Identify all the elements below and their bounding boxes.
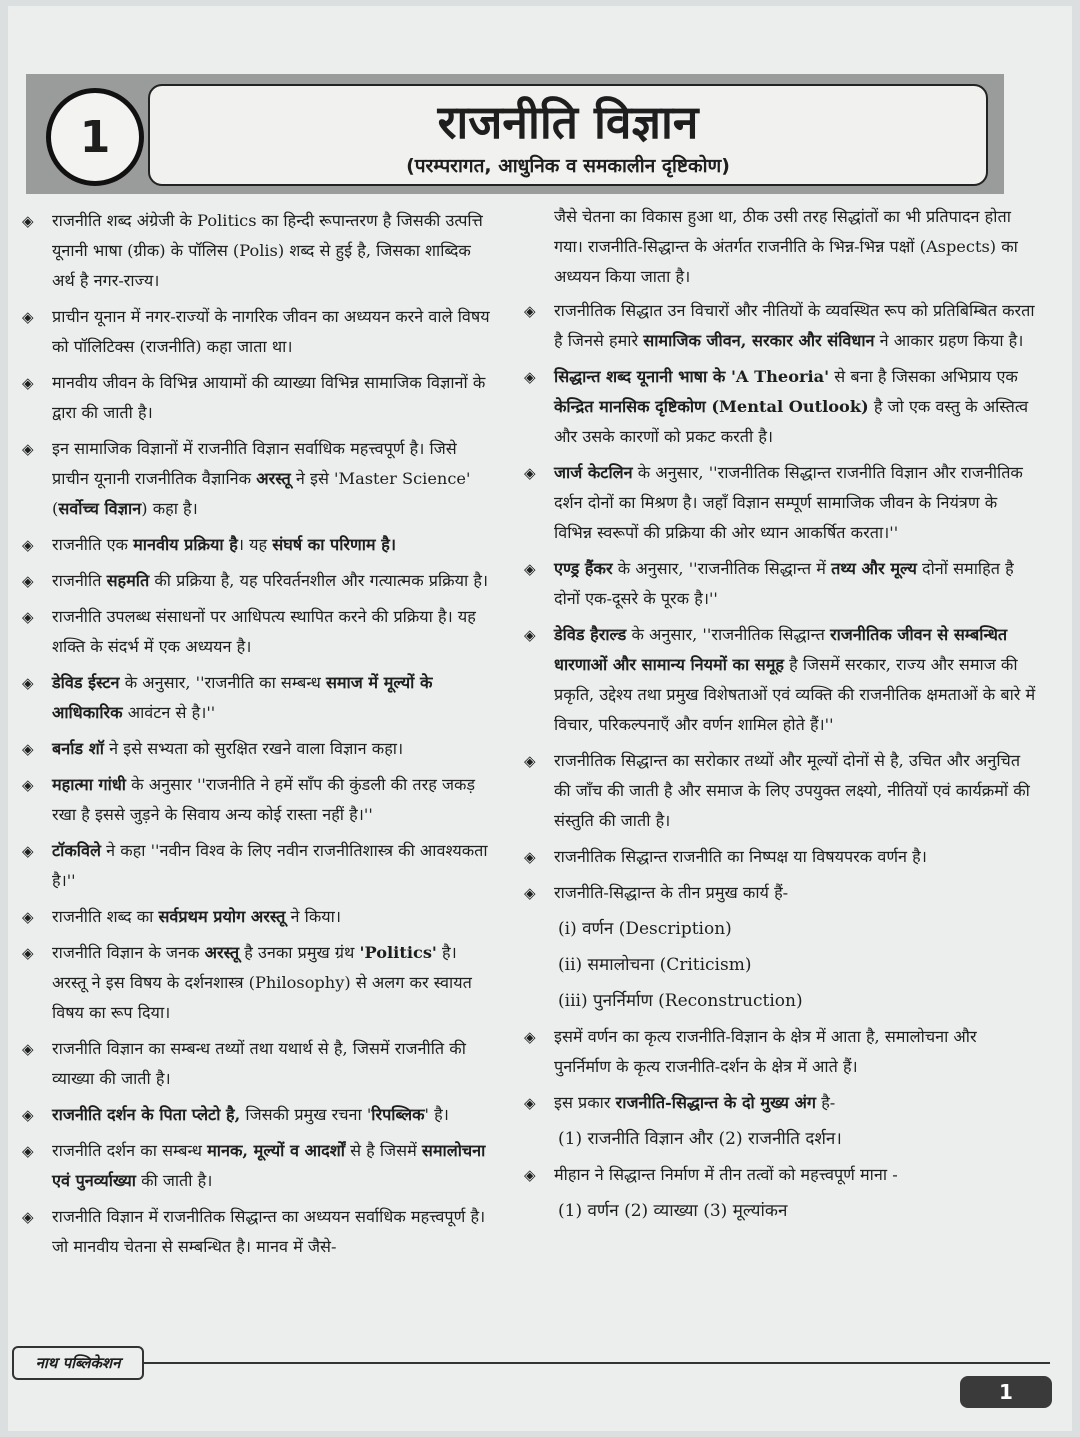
text-run: राजनीति विज्ञान में राजनीतिक सिद्धान्त का अध्ययन सर्वाधिक महत्त्वपूर्ण है। जो मानवीय चेतना से सम्बन्धित है। मानव में जैसे- bbox=[52, 1207, 486, 1256]
bullet-item bbox=[520, 296, 1038, 356]
bullet-item bbox=[18, 368, 494, 428]
page-number: 1 bbox=[960, 1376, 1052, 1408]
text-run: राजनीति एक bbox=[52, 535, 134, 554]
bold-text-run: समालोचना एवं पुनर्व्याख्या bbox=[52, 1141, 486, 1190]
bullet-text bbox=[52, 668, 494, 728]
bold-text-run: जार्ज केटलिन bbox=[554, 463, 633, 482]
diamond-bullet-icon: ◈ bbox=[524, 848, 536, 866]
chapter-subtitle: (परम्परागत, आधुनिक व समकालीन दृष्टिकोण) bbox=[406, 155, 730, 177]
text-run: राजनीति bbox=[52, 571, 107, 590]
bold-text-run: 'Politics' bbox=[359, 943, 437, 962]
bold-text-run: रिपब्लिक bbox=[371, 1105, 425, 1124]
text-run: राजनीति विज्ञान का सम्बन्ध तथ्यों तथा यथार्थ से है, जिसमें राजनीति की व्याख्या की जाती है। bbox=[52, 1039, 466, 1088]
bullet-text bbox=[554, 554, 1038, 614]
right-column bbox=[520, 202, 1038, 1232]
bullet-item bbox=[18, 770, 494, 830]
text-run: से बना है जिसका अभिप्राय एक bbox=[829, 367, 1018, 386]
continued-paragraph: जैसे चेतना का विकास हुआ था, ठीक उसी तरह सिद्धांतों का भी प्रतिपादन होता गया। राजनीति-सिद्धान्त के अंतर्गत राजनीति के भिन्न-भिन्न पक्षों (Aspects) का अध्ययन किया जाता है। bbox=[554, 207, 1018, 286]
text-run: की प्रक्रिया है, यह परिवर्तनशील और गत्यात्मक प्रक्रिया है। bbox=[149, 571, 489, 590]
diamond-bullet-icon: ◈ bbox=[524, 302, 536, 320]
text-run: से है जिसमें bbox=[344, 1141, 422, 1160]
text-run: राजनीति उपलब्ध संसाधनों पर आधिपत्य स्थापित करने की प्रक्रिया है। यह शक्ति के संदर्भ में एक अध्ययन है। bbox=[52, 607, 476, 656]
text-run: है जो एक वस्तु के अस्तित्व और उसके कारणों को प्रकट करती है। bbox=[554, 397, 1029, 446]
text-run: राजनीतिक सिद्धान्त का सरोकार तथ्यों और मूल्यों दोनों से है, उचित और अनुचित की जाँच की जाती है और समाज के लिए उपयुक्त लक्ष्यो, नीतियों एवं कार्यक्रमों की संस्तुति की जाती है। bbox=[554, 751, 1030, 830]
bold-text-run: मानवीय प्रक्रिया है bbox=[133, 535, 238, 554]
bold-text-run: महात्मा गांधी bbox=[52, 775, 126, 794]
bullet-text bbox=[52, 836, 494, 896]
diamond-bullet-icon: ◈ bbox=[22, 308, 34, 326]
diamond-bullet-icon: ◈ bbox=[22, 212, 34, 230]
bold-text-run: सहमति bbox=[106, 571, 150, 590]
bullet-text bbox=[554, 362, 1038, 452]
bold-text-run: डेविड हैराल्ड bbox=[554, 625, 627, 644]
text-run: प्राचीन यूनान में नगर-राज्यों के नागरिक जीवन का अध्ययन करने वाले विषय को पॉलिटिक्स (राजनीति) कहा जाता था। bbox=[52, 307, 490, 356]
bold-text-run: समाज में मूल्यों के आधिकारिक bbox=[52, 673, 433, 722]
diamond-bullet-icon: ◈ bbox=[22, 740, 34, 758]
diamond-bullet-icon: ◈ bbox=[22, 1208, 34, 1226]
diamond-bullet-icon: ◈ bbox=[524, 1094, 536, 1112]
bullet-text bbox=[554, 458, 1038, 548]
bold-text-run: टॉकविले bbox=[52, 841, 101, 860]
diamond-bullet-icon: ◈ bbox=[22, 1142, 34, 1160]
chapter-title: राजनीति विज्ञान bbox=[437, 95, 699, 149]
bullet-item bbox=[520, 362, 1038, 452]
text-run: ने इसे सभ्यता को सुरक्षित रखने वाला विज्ञान कहा। bbox=[103, 739, 404, 758]
bullet-item bbox=[18, 1202, 494, 1262]
bullet-item bbox=[520, 1160, 1038, 1190]
bold-text-run: एण्ड्र हैंकर bbox=[554, 559, 613, 578]
bullet-item bbox=[18, 1034, 494, 1094]
bullet-item bbox=[520, 746, 1038, 836]
bullet-item bbox=[18, 734, 494, 764]
bullet-text bbox=[554, 1160, 1038, 1190]
left-column bbox=[18, 206, 494, 1268]
function-item: (i) वर्णन (Description) bbox=[558, 919, 732, 939]
bullet-text bbox=[52, 1202, 494, 1262]
bullet-text bbox=[52, 1136, 494, 1196]
text-run: ने आकार ग्रहण किया है। bbox=[874, 331, 1024, 350]
text-run: राजनीतिक सिद्धात उन विचारों और नीतियों के व्यवस्थित रूप को प्रतिबिम्बित करता है जिनसे हमारे bbox=[554, 301, 1035, 350]
text-run: । यह bbox=[237, 535, 273, 554]
diamond-bullet-icon: ◈ bbox=[22, 674, 34, 692]
bullet-item bbox=[18, 206, 494, 296]
bullet-text bbox=[554, 878, 1038, 908]
bold-text-run: मानक, मूल्यों व आदर्शों bbox=[207, 1141, 345, 1160]
bold-text-run: तथ्य और मूल्य bbox=[831, 559, 917, 578]
bullet-item bbox=[520, 1088, 1038, 1118]
three-elements-line: (1) वर्णन (2) व्याख्या (3) मूल्यांकन bbox=[558, 1201, 788, 1221]
bullet-text bbox=[52, 206, 494, 296]
bullet-item bbox=[520, 878, 1038, 908]
bullet-item bbox=[520, 458, 1038, 548]
bullet-item bbox=[18, 530, 494, 560]
text-run: है जिसमें सरकार, राज्य और समाज की प्रकृति, उद्देश्य तथा प्रमुख विशेषताओं एवं व्यक्ति की राजनीतिक क्षमताओं के बारे में विचार, परिकल्पनाएँ और वर्णन शामिल होते हैं।'' bbox=[554, 655, 1036, 734]
publisher-label: नाथ पब्लिकेशन bbox=[12, 1346, 144, 1380]
bullet-text bbox=[52, 602, 494, 662]
text-run: ने इसे 'Master Science' ( bbox=[52, 469, 471, 518]
chapter-number-badge: 1 bbox=[46, 88, 144, 186]
bold-text-run: सिद्धान्त शब्द यूनानी भाषा के 'A Theoria' bbox=[554, 367, 830, 386]
bullet-item bbox=[18, 1136, 494, 1196]
bullet-text bbox=[52, 566, 494, 596]
bold-text-run: अरस्तू bbox=[256, 469, 291, 488]
bullet-item bbox=[18, 836, 494, 896]
text-run: के अनुसार, ''राजनीतिक सिद्धान्त bbox=[626, 625, 830, 644]
bullet-text bbox=[52, 938, 494, 1028]
text-run: ने कहा ''नवीन विश्व के लिए नवीन राजनीतिशास्त्र की आवश्यकता है।'' bbox=[52, 841, 488, 890]
right-bullet-list-2 bbox=[520, 1022, 1038, 1118]
bullet-text bbox=[52, 1034, 494, 1094]
footer-rule bbox=[20, 1362, 1050, 1364]
text-run: है- bbox=[816, 1093, 836, 1112]
diamond-bullet-icon: ◈ bbox=[524, 752, 536, 770]
text-run: राजनीति विज्ञान के जनक bbox=[52, 943, 205, 962]
text-run: ने किया। bbox=[285, 907, 341, 926]
text-run: है। अरस्तू ने इस विषय के दर्शनशास्त्र (Philosophy) से अलग कर स्वायत विषय का रूप दिया। bbox=[52, 943, 472, 1022]
bullet-text bbox=[52, 368, 494, 428]
bullet-item bbox=[18, 602, 494, 662]
text-run: ' है। bbox=[424, 1105, 449, 1124]
bold-text-run: संघर्ष का परिणाम है। bbox=[272, 535, 396, 554]
text-run: मानवीय जीवन के विभिन्न आयामों की व्याख्या विभिन्न सामाजिक विज्ञानों के द्वारा की जाती है। bbox=[52, 373, 486, 422]
bullet-item bbox=[18, 668, 494, 728]
text-run: इसमें वर्णन का कृत्य राजनीति-विज्ञान के क्षेत्र में आता है, समालोचना और पुनर्निर्माण के कृत्य राजनीति-दर्शन के क्षेत्र में आते हैं। bbox=[554, 1027, 977, 1076]
text-run: राजनीति-सिद्धान्त के तीन प्रमुख कार्य हैं- bbox=[554, 883, 789, 902]
text-run: राजनीति दर्शन का सम्बन्ध bbox=[52, 1141, 208, 1160]
bullet-text bbox=[52, 902, 494, 932]
diamond-bullet-icon: ◈ bbox=[22, 1106, 34, 1124]
diamond-bullet-icon: ◈ bbox=[22, 1040, 34, 1058]
text-run: इस प्रकार bbox=[554, 1093, 616, 1112]
bullet-text bbox=[554, 746, 1038, 836]
diamond-bullet-icon: ◈ bbox=[22, 536, 34, 554]
bold-text-run: अरस्तू bbox=[204, 943, 240, 962]
diamond-bullet-icon: ◈ bbox=[22, 944, 34, 962]
bullet-item bbox=[18, 566, 494, 596]
bullet-text bbox=[554, 296, 1038, 356]
bullet-item bbox=[18, 302, 494, 362]
bullet-item bbox=[520, 620, 1038, 740]
bullet-text bbox=[554, 1022, 1038, 1082]
bullet-item bbox=[18, 902, 494, 932]
bullet-item bbox=[18, 938, 494, 1028]
right-bullet-list bbox=[520, 296, 1038, 908]
chapter-title-box bbox=[148, 84, 988, 186]
diamond-bullet-icon: ◈ bbox=[524, 1028, 536, 1046]
diamond-bullet-icon: ◈ bbox=[524, 1166, 536, 1184]
diamond-bullet-icon: ◈ bbox=[22, 776, 34, 794]
diamond-bullet-icon: ◈ bbox=[22, 572, 34, 590]
text-run: के अनुसार ''राजनीति ने हमें साँप की कुंडली की तरह जकड़ रखा है इससे जुड़ने के सिवाय अन्य कोई रास्ता नहीं है।'' bbox=[52, 775, 476, 824]
text-run: है उनका प्रमुख ग्रंथ bbox=[239, 943, 360, 962]
diamond-bullet-icon: ◈ bbox=[22, 908, 34, 926]
diamond-bullet-icon: ◈ bbox=[524, 884, 536, 902]
function-item: (iii) पुनर्निर्माण (Reconstruction) bbox=[558, 991, 803, 1011]
right-bullet-list-3 bbox=[520, 1160, 1038, 1190]
bold-text-run: राजनीतिक जीवन से सम्बन्धित धारणाओं और सामान्य नियमों का समूह bbox=[554, 625, 1008, 674]
text-run: जिसकी प्रमुख रचना ' bbox=[240, 1105, 372, 1124]
bold-text-run: केन्द्रित मानसिक दृष्टिकोण (Mental Outlook) bbox=[554, 397, 869, 416]
text-run: के अनुसार, ''राजनीतिक सिद्धान्त राजनीति विज्ञान और राजनीतिक दर्शन दोनों का मिश्रण है। जहाँ विज्ञान सम्पूर्ण सामाजिक जीवन के नियंत्रण के विभिन्न स्वरूपों की प्रक्रिया की ओर ध्यान आकर्षित करता।'' bbox=[554, 463, 1023, 542]
bullet-text bbox=[554, 1088, 1038, 1118]
bold-text-run: सर्वोच्च विज्ञान bbox=[58, 499, 142, 518]
bullet-item bbox=[18, 1100, 494, 1130]
function-item: (ii) समालोचना (Criticism) bbox=[558, 955, 752, 975]
bullet-text bbox=[52, 302, 494, 362]
bullet-text bbox=[52, 734, 494, 764]
text-run: राजनीति शब्द अंग्रेजी के Politics का हिन्दी रूपान्तरण है जिसकी उत्पत्ति यूनानी भाषा (ग्रीक) के पॉलिस (Polis) शब्द से हुई है, जिसका शाब्दिक अर्थ है नगर-राज्य। bbox=[52, 211, 483, 290]
diamond-bullet-icon: ◈ bbox=[524, 560, 536, 578]
text-run: मीहान ने सिद्धान्त निर्माण में तीन तत्वों को महत्त्वपूर्ण माना - bbox=[554, 1165, 898, 1184]
diamond-bullet-icon: ◈ bbox=[524, 626, 536, 644]
text-run: राजनीतिक सिद्धान्त राजनीति का निष्पक्ष या विषयपरक वर्णन है। bbox=[554, 847, 927, 866]
bold-text-run: राजनीति दर्शन के पिता प्लेटो है, bbox=[52, 1105, 241, 1124]
diamond-bullet-icon: ◈ bbox=[22, 440, 34, 458]
text-run: दोनों समाहित है दोनों एक-दूसरे के पूरक है।'' bbox=[554, 559, 1014, 608]
text-run: राजनीति शब्द का bbox=[52, 907, 159, 926]
text-run: ) कहा है। bbox=[141, 499, 198, 518]
diamond-bullet-icon: ◈ bbox=[22, 608, 34, 626]
functions-list bbox=[520, 914, 1038, 1016]
text-run: की जाती है। bbox=[135, 1171, 213, 1190]
text-run: के अनुसार, ''राजनीति का सम्बन्ध bbox=[119, 673, 326, 692]
two-parts-line: (1) राजनीति विज्ञान और (2) राजनीति दर्शन। bbox=[558, 1129, 842, 1149]
bold-text-run: राजनीति-सिद्धान्त के दो मुख्य अंग bbox=[615, 1093, 817, 1112]
diamond-bullet-icon: ◈ bbox=[22, 374, 34, 392]
diamond-bullet-icon: ◈ bbox=[22, 842, 34, 860]
bullet-text bbox=[52, 1100, 494, 1130]
bullet-text bbox=[554, 842, 1038, 872]
bullet-item bbox=[520, 1022, 1038, 1082]
bold-text-run: बर्नाड शॉ bbox=[52, 739, 104, 758]
bullet-item bbox=[18, 434, 494, 524]
bold-text-run: सामाजिक जीवन, सरकार और संविधान bbox=[643, 331, 875, 350]
bullet-text bbox=[52, 770, 494, 830]
diamond-bullet-icon: ◈ bbox=[524, 464, 536, 482]
text-run: आवंटन से है।'' bbox=[122, 703, 216, 722]
bullet-text bbox=[52, 530, 494, 560]
bullet-text bbox=[52, 434, 494, 524]
bullet-text bbox=[554, 620, 1038, 740]
bold-text-run: सर्वप्रथम प्रयोग अरस्तू bbox=[158, 907, 286, 926]
diamond-bullet-icon: ◈ bbox=[524, 368, 536, 386]
bold-text-run: डेविड ईस्टन bbox=[52, 673, 120, 692]
bullet-item bbox=[520, 842, 1038, 872]
text-run: इन सामाजिक विज्ञानों में राजनीति विज्ञान सर्वाधिक महत्त्वपूर्ण है। जिसे प्राचीन यूनानी राजनीतिक वैज्ञानिक bbox=[52, 439, 457, 488]
text-run: के अनुसार, ''राजनीतिक सिद्धान्त में bbox=[612, 559, 832, 578]
bullet-item bbox=[520, 554, 1038, 614]
